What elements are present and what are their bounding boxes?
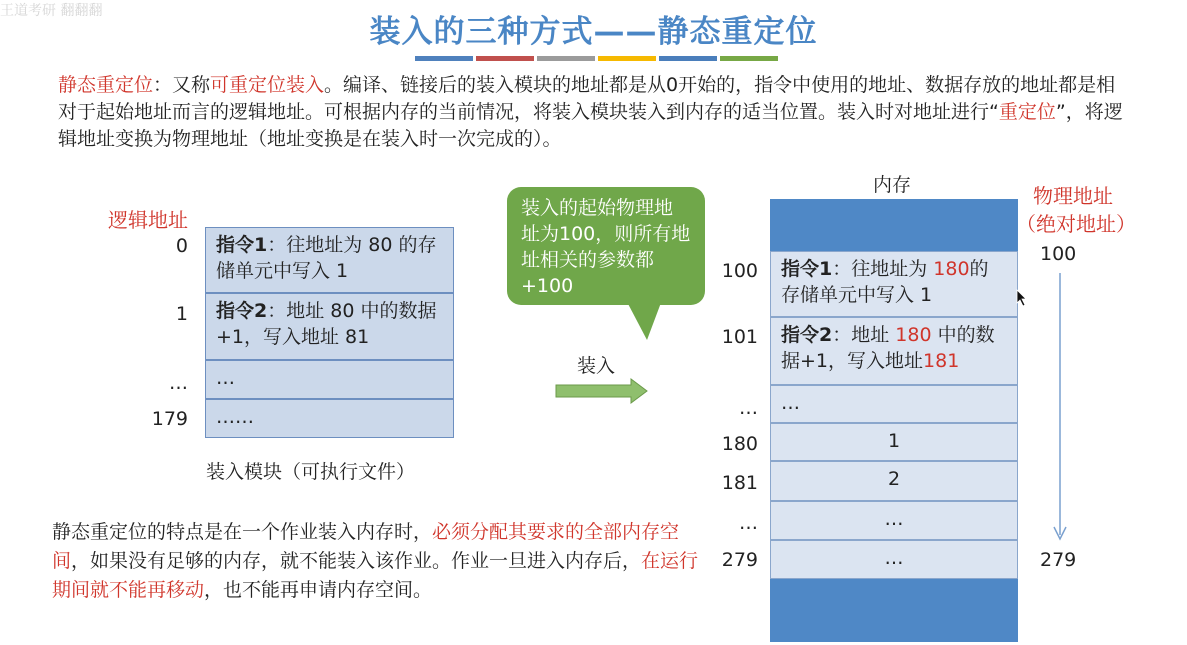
- physical-address: 100: [721, 260, 758, 282]
- memory-row: [770, 317, 1018, 385]
- relocated-address: 180: [895, 324, 932, 346]
- memory-row: …: [770, 385, 1018, 423]
- term-relocatable-load: 可重定位装入: [210, 74, 325, 96]
- range-start: 100: [1040, 243, 1077, 265]
- intro-paragraph: [58, 72, 1128, 153]
- absolute-address-label: （绝对地址）: [1016, 212, 1136, 236]
- physical-address: …: [739, 512, 758, 534]
- intro-text: 。编译、链接后的装入模块的地址都是从0开始的，指令中使用的地址、数据存放的地址都是相对于起始地址而言的逻辑地址。可根据内存的当前情况，将装入模块装入到内存的适当位置。装入时对地址进行“: [58, 74, 1116, 123]
- mouse-cursor-icon: [1016, 289, 1028, 307]
- memory-row: 2: [770, 461, 1018, 501]
- footer-text: ，如果没有足够的内存，就不能装入该作业。作业一旦进入内存后，: [71, 550, 642, 572]
- physical-address: 101: [721, 326, 758, 348]
- load-module-row: …: [205, 360, 454, 399]
- load-module-caption: 装入模块（可执行文件）: [206, 461, 416, 483]
- memory-row: …: [770, 540, 1018, 579]
- logical-address: …: [169, 372, 188, 394]
- footer-paragraph: [52, 518, 712, 605]
- title-underline-segment: [659, 56, 717, 61]
- physical-address: 181: [721, 472, 758, 494]
- memory-row: 1: [770, 423, 1018, 461]
- title-underline-segment: [598, 56, 656, 61]
- term-static-relocation: 静态重定位: [58, 74, 154, 96]
- load-module-row: ……: [205, 399, 454, 438]
- memory-row: …: [770, 501, 1018, 540]
- footer-highlight: 在运行期间就不能再移动: [52, 550, 699, 601]
- load-module-row: [205, 227, 454, 293]
- instruction-text: 中的数据+1，写入地址: [781, 324, 995, 372]
- instruction-label: 指令2: [781, 324, 833, 346]
- relocated-address: 181: [923, 350, 960, 372]
- footer-text: ，也不能再申请内存空间。: [204, 579, 433, 601]
- instruction-text: ：地址 80 中的数据+1，写入地址 81: [216, 300, 437, 348]
- intro-text: ：又称: [153, 74, 211, 96]
- footer-highlight: 必须分配其要求的全部内存空间: [52, 521, 680, 572]
- title-underline-segment: [415, 56, 473, 61]
- title-underline-segment: [720, 56, 778, 61]
- logical-address: 1: [175, 303, 188, 325]
- physical-address: 180: [721, 433, 758, 455]
- instruction-label: 指令1: [216, 234, 268, 256]
- logical-address: 0: [175, 235, 188, 257]
- instruction-text: ：往地址为 80 的存储单元中写入 1: [216, 234, 437, 282]
- memory-row: [770, 251, 1018, 317]
- physical-address-label: 物理地址: [1033, 184, 1113, 208]
- instruction-text: ：地址: [832, 324, 896, 346]
- logical-address-label: 逻辑地址: [108, 208, 188, 232]
- intro-text: ”，将逻辑地址变换为物理地址（地址变换是在装入时一次完成的）。: [58, 101, 1123, 150]
- term-relocation: 重定位: [998, 101, 1056, 123]
- title-underline-segment: [537, 56, 595, 61]
- slide-title: 装入的三种方式——静态重定位: [369, 14, 818, 50]
- load-arrow: [555, 378, 650, 404]
- callout-text: 装入的起始物理地址为100，则所有地址相关的参数都 +100: [521, 197, 691, 297]
- callout-pointer: [612, 300, 682, 345]
- callout-bubble: [507, 187, 705, 305]
- logical-address: 179: [151, 408, 188, 430]
- footer-text: 静态重定位的特点是在一个作业装入内存时，: [52, 521, 433, 543]
- physical-address: …: [739, 397, 758, 419]
- instruction-label: 指令1: [781, 258, 833, 280]
- load-module-row: [205, 293, 454, 360]
- address-range-arrow: [1052, 273, 1068, 545]
- watermark: 王道考研 翻翻翻: [0, 3, 103, 19]
- memory-label: 内存: [873, 174, 912, 196]
- instruction-label: 指令2: [216, 300, 268, 322]
- instruction-text: 的存储单元中写入 1: [781, 258, 989, 306]
- load-arrow-label: 装入: [577, 355, 616, 377]
- physical-address: 279: [721, 549, 758, 571]
- title-underline-segment: [476, 56, 534, 61]
- relocated-address: 180: [933, 258, 970, 280]
- range-end: 279: [1040, 549, 1077, 571]
- instruction-text: ：往地址为: [832, 258, 934, 280]
